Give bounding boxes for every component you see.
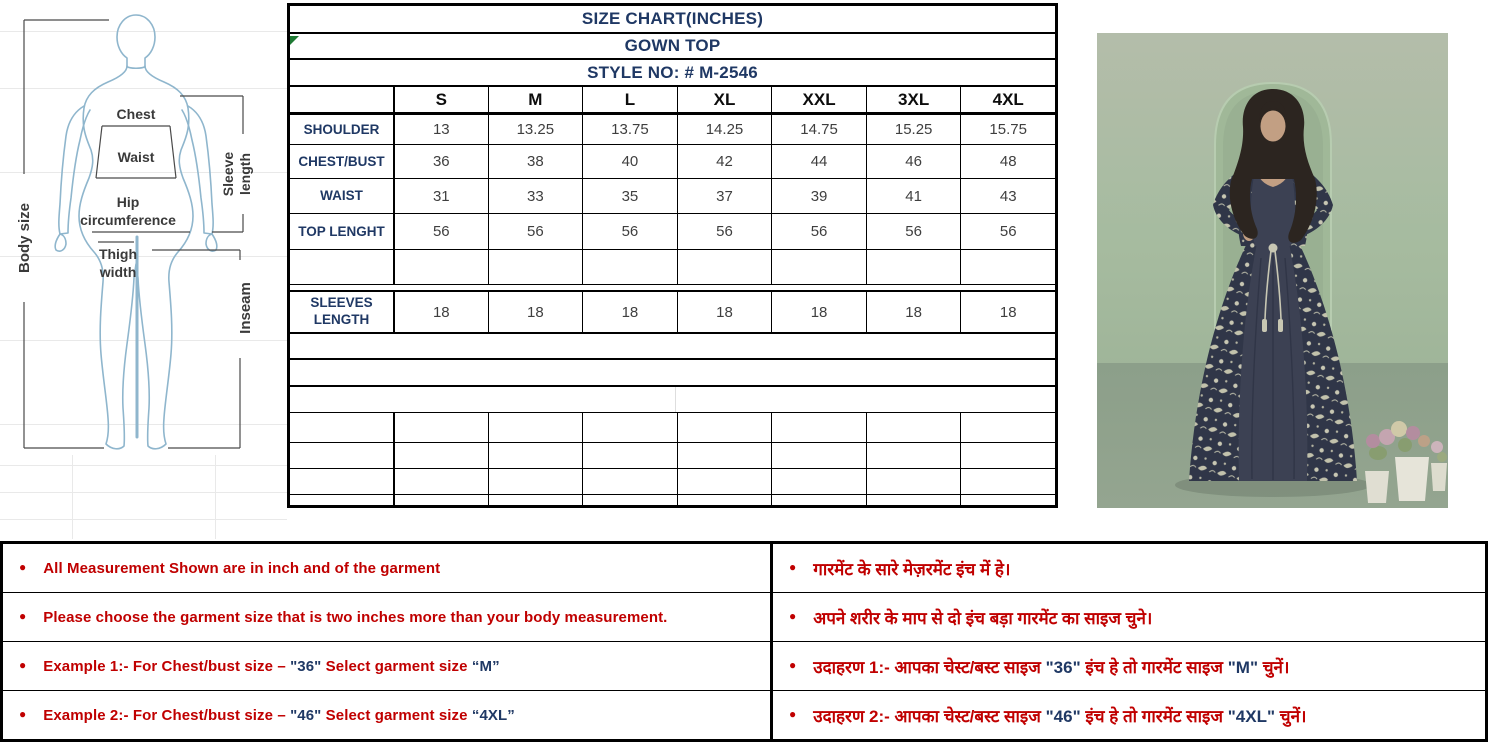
empty-cell — [677, 495, 772, 505]
empty-cell — [866, 495, 961, 505]
measurement-value: 13.75 — [582, 115, 677, 144]
empty-cell — [677, 413, 772, 442]
note-hindi-row — [773, 642, 1485, 691]
note-english-text: All Measurement Shown are in inch and of the garment — [43, 559, 441, 577]
empty-cell — [290, 469, 393, 494]
size-column-header: 3XL — [866, 87, 961, 112]
measurement-value: 18 — [393, 292, 488, 332]
size-column-header: 4XL — [960, 87, 1055, 112]
empty-cell — [290, 495, 393, 505]
measurement-value — [960, 250, 1055, 284]
note-english-row — [3, 642, 770, 691]
inseam-label: Inseam — [237, 282, 254, 334]
bullet-icon: ● — [789, 609, 797, 623]
measurement-value: 36 — [393, 145, 488, 178]
size-column-header: M — [488, 87, 583, 112]
body-size-label: Body size — [16, 202, 33, 274]
row-label: TOP LENGHT — [298, 223, 385, 239]
note-hindi-row — [773, 544, 1485, 593]
measurement-rows — [290, 115, 1055, 285]
empty-cell — [393, 469, 488, 494]
empty-table-row — [290, 413, 1055, 443]
empty-cell — [290, 443, 393, 468]
measurement-value — [866, 250, 961, 284]
note-english-row — [3, 691, 770, 739]
measurement-value: 31 — [393, 179, 488, 213]
bullet-icon: ● — [789, 658, 797, 672]
measurement-value: 41 — [866, 179, 961, 213]
measurement-value: 43 — [960, 179, 1055, 213]
measurement-value — [488, 250, 583, 284]
measurement-value: 44 — [771, 145, 866, 178]
measurement-value: 56 — [582, 214, 677, 249]
table-row — [290, 115, 1055, 145]
empty-cell — [393, 495, 488, 505]
thigh-label-2: width — [99, 264, 137, 280]
note-english-text: Example 2:- For Chest/bust size – "46" Select garment size “4XL” — [43, 706, 515, 724]
note-hindi-row — [773, 593, 1485, 642]
measurement-value: 33 — [488, 179, 583, 213]
gridline — [0, 465, 287, 466]
empty-row — [290, 360, 1055, 387]
size-column-header: XXL — [771, 87, 866, 112]
product-name: GOWN TOP — [290, 34, 1055, 60]
note-hindi-text: उदाहरण 1:- आपका चेस्ट/बस्ट साइज "36" इंच हे तो गारमेंट साइज "M" चुनें। — [813, 657, 1290, 677]
measurement-value: 39 — [771, 179, 866, 213]
hip-label-1: Hip — [116, 194, 140, 210]
note-english-text: Example 1:- For Chest/bust size – "36" Select garment size “M” — [43, 657, 500, 675]
measurement-value: 38 — [488, 145, 583, 178]
table-row — [290, 179, 1055, 214]
empty-table-row — [290, 443, 1055, 469]
empty-cell — [771, 443, 866, 468]
measurement-value — [582, 250, 677, 284]
measurement-value: 56 — [771, 214, 866, 249]
bullet-icon: ● — [19, 609, 27, 623]
empty-cell — [582, 469, 677, 494]
size-column-header: L — [582, 87, 677, 112]
gridline — [0, 492, 287, 493]
note-hindi-text: गारमेंट के सारे मेज़रमेंट इंच में हे। — [813, 559, 1011, 579]
notes-hindi — [773, 544, 1485, 739]
empty-cell — [960, 413, 1055, 442]
measurement-value: 14.25 — [677, 115, 772, 144]
empty-cell — [488, 469, 583, 494]
measurement-value — [393, 250, 488, 284]
bullet-icon: ● — [789, 560, 797, 574]
product-photo — [1097, 33, 1448, 508]
measurement-value: 18 — [488, 292, 583, 332]
measurement-value — [677, 250, 772, 284]
bullet-icon: ● — [19, 707, 27, 721]
empty-row — [290, 387, 1055, 413]
gridline — [0, 519, 287, 520]
measurement-value — [771, 250, 866, 284]
empty-cell — [582, 413, 677, 442]
table-row — [290, 214, 1055, 250]
measurement-value: 18 — [677, 292, 772, 332]
sleeves-row — [290, 292, 1055, 334]
empty-grid-rows — [290, 413, 1055, 505]
measurement-value: 13 — [393, 115, 488, 144]
size-chart-table — [287, 3, 1058, 508]
size-columns-row — [290, 87, 1055, 115]
row-label: SLEEVES LENGTH — [310, 295, 373, 327]
gridline — [72, 455, 73, 539]
empty-cell — [960, 469, 1055, 494]
measurement-value: 56 — [866, 214, 961, 249]
notes-section — [0, 541, 1488, 742]
empty-row — [290, 334, 1055, 360]
body-measurement-diagram-icon — [6, 6, 280, 458]
style-number: STYLE NO: # M-2546 — [290, 60, 1055, 87]
empty-cell — [866, 443, 961, 468]
gridline — [675, 387, 676, 412]
measurement-value: 18 — [582, 292, 677, 332]
measurement-value: 46 — [866, 145, 961, 178]
bullet-icon: ● — [19, 560, 27, 574]
size-column-header: XL — [677, 87, 772, 112]
thigh-label-1: Thigh — [98, 246, 138, 262]
gridline — [215, 455, 216, 539]
empty-table-row — [290, 469, 1055, 495]
note-english-row — [3, 593, 770, 642]
empty-cell — [393, 443, 488, 468]
empty-cell — [866, 413, 961, 442]
corner-cell — [290, 87, 393, 112]
measurement-value: 42 — [677, 145, 772, 178]
measurement-value: 18 — [771, 292, 866, 332]
empty-cell — [866, 469, 961, 494]
measurement-value: 13.25 — [488, 115, 583, 144]
excel-error-triangle-icon — [290, 36, 299, 45]
note-hindi-text: उदाहरण 2:- आपका चेस्ट/बस्ट साइज "46" इंच हे तो गारमेंट साइज "4XL" चुनें। — [813, 706, 1307, 726]
empty-cell — [290, 413, 393, 442]
empty-cell — [677, 469, 772, 494]
empty-cell — [393, 413, 488, 442]
empty-table-row — [290, 495, 1055, 505]
chest-label: Chest — [116, 106, 156, 122]
note-hindi-row — [773, 691, 1485, 739]
sleeve-length-label-2: length — [237, 153, 253, 195]
empty-cell — [488, 495, 583, 505]
measurement-value: 48 — [960, 145, 1055, 178]
measurement-value: 56 — [960, 214, 1055, 249]
measurement-value: 56 — [677, 214, 772, 249]
note-english-text: Please choose the garment size that is two inches more than your body measurement. — [43, 608, 668, 626]
note-english-row — [3, 544, 770, 593]
measurement-value: 40 — [582, 145, 677, 178]
measurement-value: 15.75 — [960, 115, 1055, 144]
hip-label-2: circumference — [80, 212, 176, 228]
notes-english — [3, 544, 773, 739]
size-column-header: S — [393, 87, 488, 112]
diagram-labels — [16, 106, 254, 334]
empty-cell — [488, 443, 583, 468]
row-label: SHOULDER — [303, 121, 380, 137]
measurement-value: 37 — [677, 179, 772, 213]
empty-cell — [582, 443, 677, 468]
table-row — [290, 145, 1055, 179]
photo-vignette — [1097, 33, 1448, 508]
empty-cell — [960, 495, 1055, 505]
empty-cell — [960, 443, 1055, 468]
measurement-value: 56 — [393, 214, 488, 249]
empty-cell — [677, 443, 772, 468]
measurement-value: 15.25 — [866, 115, 961, 144]
row-label — [290, 250, 393, 284]
table-row — [290, 250, 1055, 285]
measurement-value: 14.75 — [771, 115, 866, 144]
empty-cell — [771, 413, 866, 442]
sleeve-length-label-1: Sleeve — [220, 151, 236, 197]
empty-cell — [771, 469, 866, 494]
note-hindi-text: अपने शरीर के माप से दो इंच बड़ा गारमेंट का साइज चुने। — [813, 608, 1153, 628]
measurement-value: 18 — [866, 292, 961, 332]
row-label: WAIST — [320, 188, 363, 204]
measurement-value: 18 — [960, 292, 1055, 332]
measurement-value: 56 — [488, 214, 583, 249]
empty-cell — [771, 495, 866, 505]
empty-cell — [582, 495, 677, 505]
bullet-icon: ● — [789, 707, 797, 721]
empty-cell — [488, 413, 583, 442]
row-label: CHEST/BUST — [298, 153, 385, 169]
waist-label: Waist — [117, 149, 155, 165]
bullet-icon: ● — [19, 658, 27, 672]
measurement-value: 35 — [582, 179, 677, 213]
table-gap — [290, 285, 1055, 292]
chart-title: SIZE CHART(INCHES) — [290, 6, 1055, 34]
